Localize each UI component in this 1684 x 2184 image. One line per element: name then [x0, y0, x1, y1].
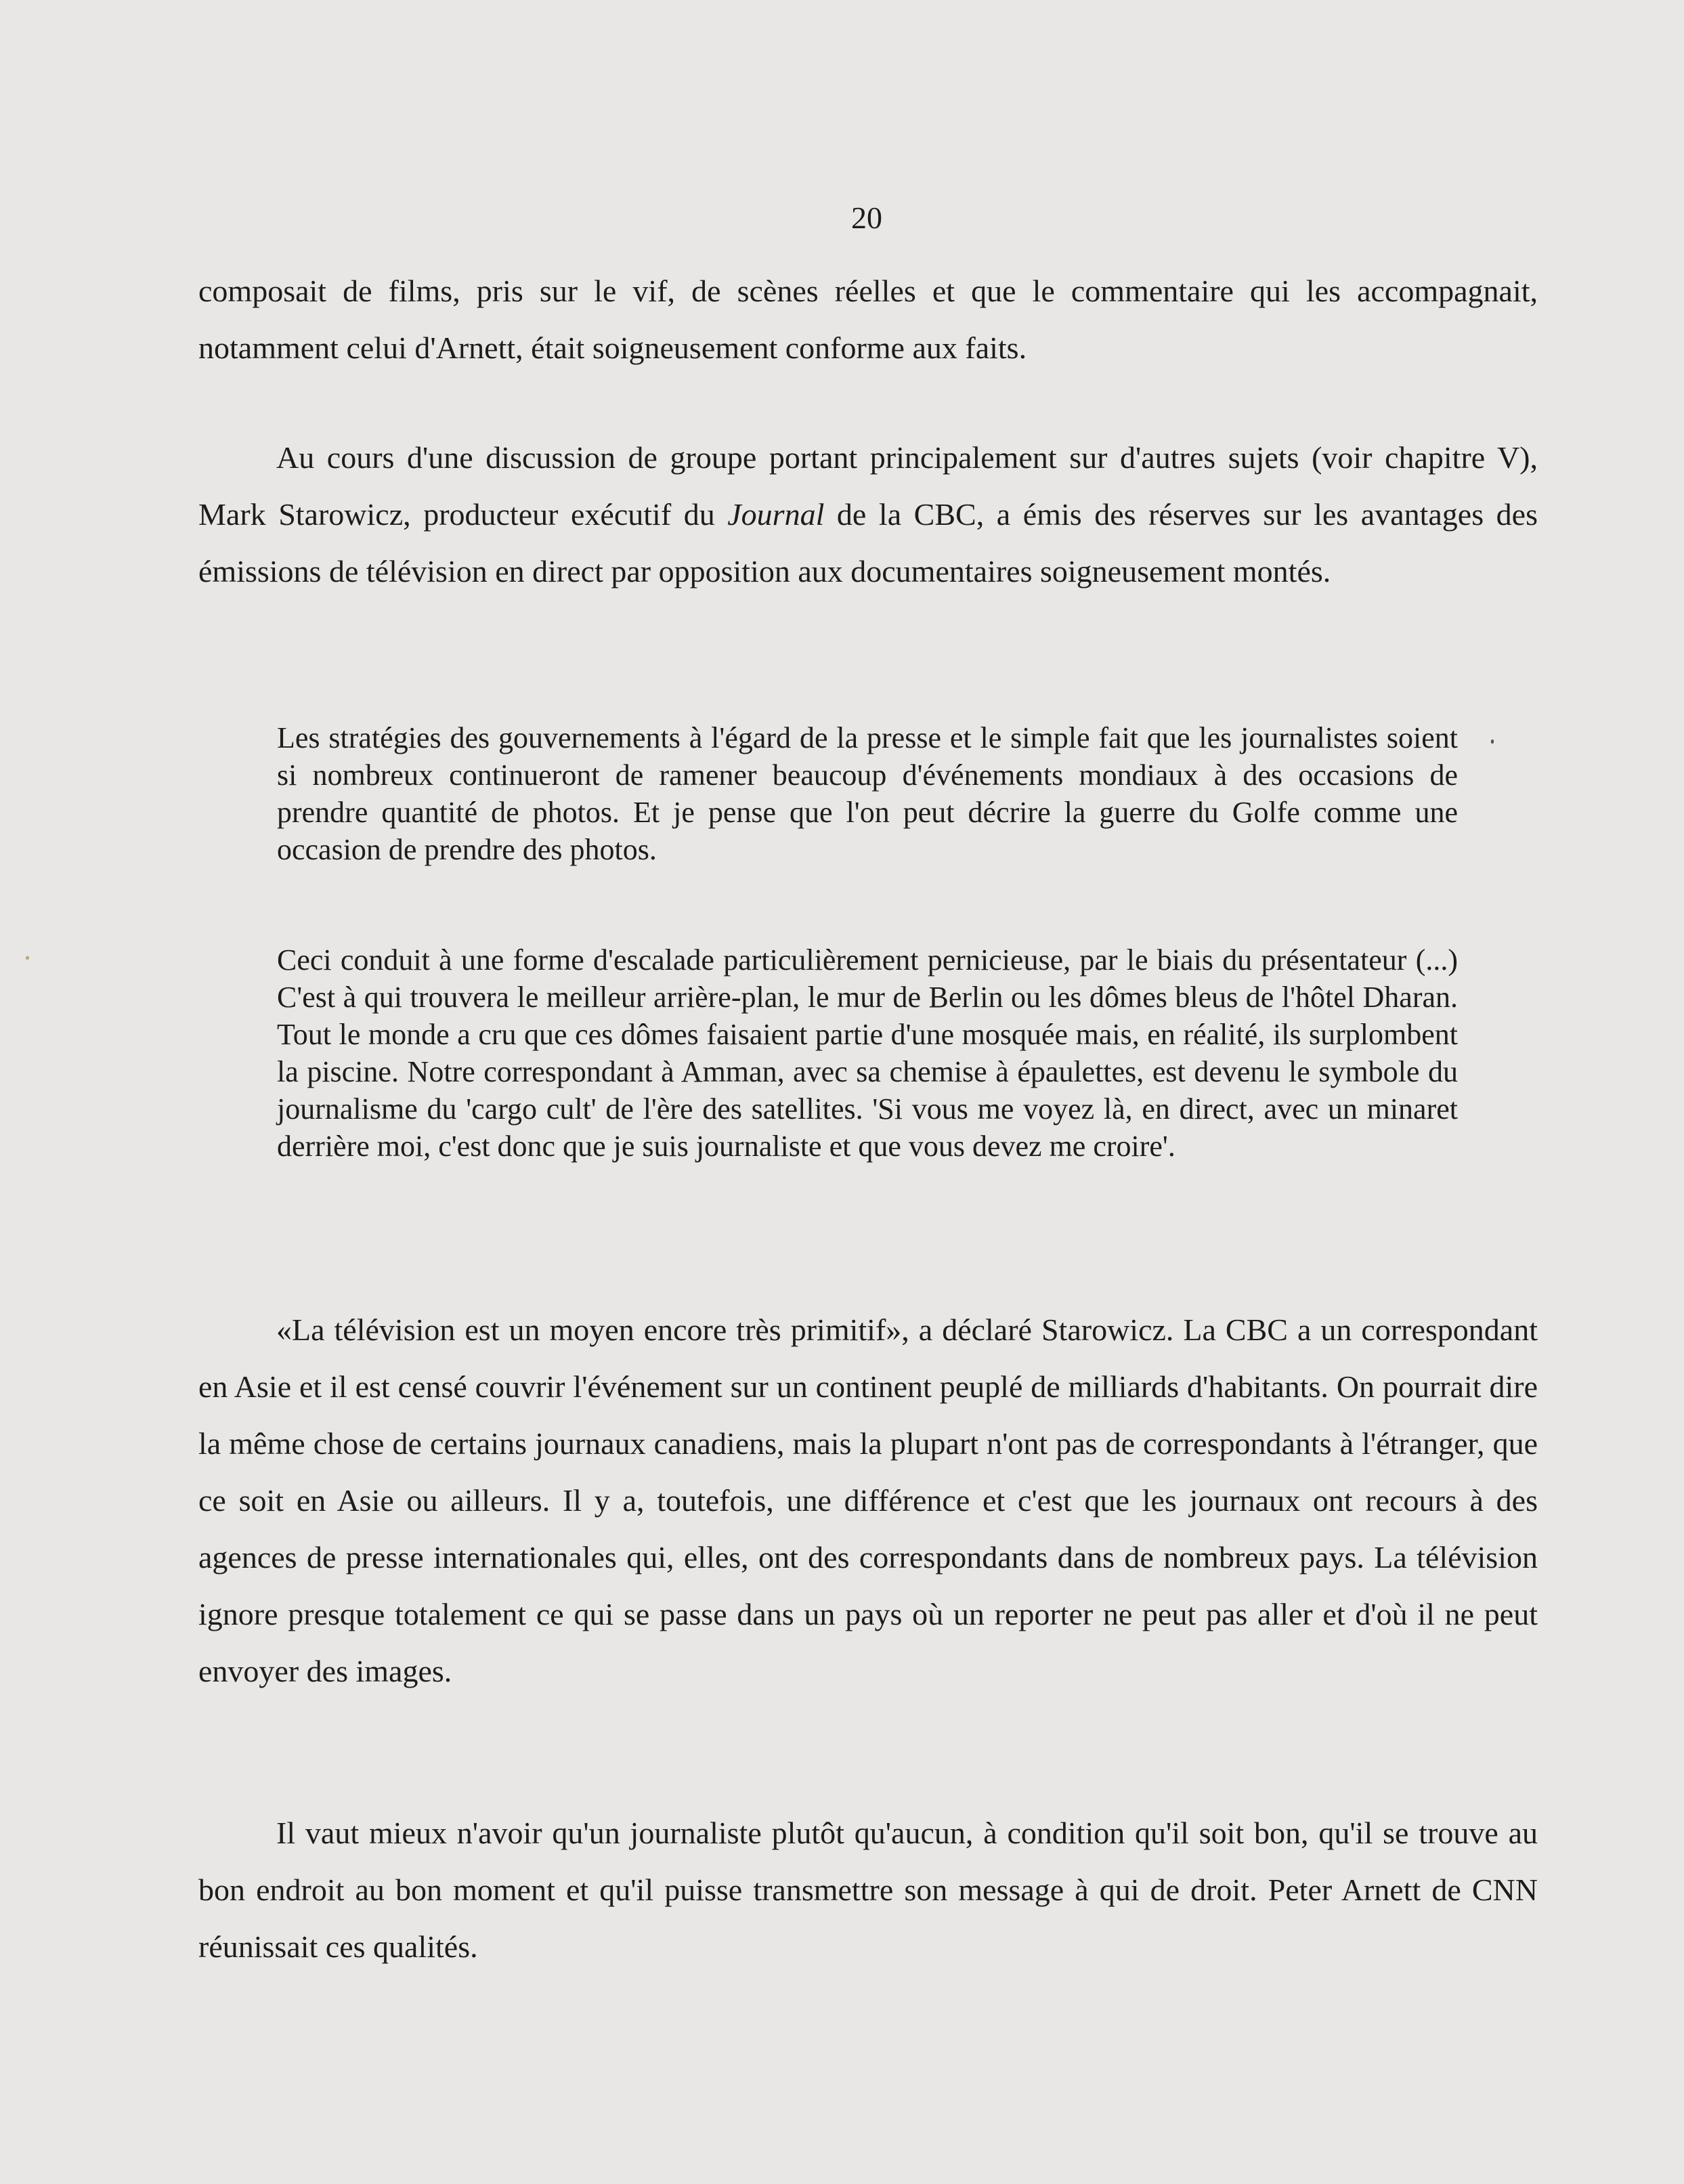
block-quote-2: Ceci conduit à une forme d'escalade particulièrement pernicieuse, par le biais du présentateur (...) C'est à qui trouvera le meilleur arrière-plan, le mur de Berlin ou les dômes bleus de l'hôtel Dharan. Tout le monde a cru que ces dômes faisaient partie d'une mosquée mais, en réalité, ils surplombent la piscine. Notre correspondant à Amman, avec sa chemise à épaulettes, est devenu le symbole du journalisme du 'cargo cult' de l'ère des satellites. 'Si vous me voyez là, en direct, avec un minaret derrière moi, c'est donc que je suis journaliste et que vous devez me croire'.: [277, 943, 1458, 1163]
paper-speck: [1491, 740, 1494, 744]
paragraph-2-text-end: de la CBC, a émis des réserves sur les avantages des émissions de télévision en direct par opposition aux documentaires soigneusement montés.: [198, 497, 1538, 588]
block-quote-1: Les stratégies des gouvernements à l'égard de la presse et le simple fait que les journalistes soient si nombreux continueront de ramener beaucoup d'événements mondiaux à des occasions de prendre quantité de photos. Et je pense que l'on peut décrire la guerre du Golfe comme une occasion de prendre des photos.: [277, 721, 1458, 866]
paper-speck: [26, 956, 29, 960]
journal-title-italic: Journal: [727, 497, 825, 532]
paragraph-3: «La télévision est un moyen encore très primitif», a déclaré Starowicz. La CBC a un correspondant en Asie et il est censé couvrir l'événement sur un continent peuplé de milliards d'habitants. On pourrait dire la même chose de certains journaux canadiens, mais la plupart n'ont pas de correspondants à l'étranger, que ce soit en Asie ou ailleurs. Il y a, toutefois, une différence et c'est que les journaux ont recours à des agences de presse internationales qui, elles, ont des correspondants dans de nombreux pays. La télévision ignore presque totalement ce qui se passe dans un pays où un reporter ne peut pas aller et d'où il ne peut envoyer des images.: [198, 1312, 1538, 1688]
page-number: 20: [851, 200, 882, 235]
paragraph-2-text-start: Au cours d'une discussion de groupe portant principalement sur d'autres sujets (voir chapitre V), Mark Starowicz, producteur exécutif du: [198, 440, 1538, 532]
paragraph-2: [198, 429, 1538, 600]
paragraph-4: Il vaut mieux n'avoir qu'un journaliste plutôt qu'aucun, à condition qu'il soit bon, qu'il se trouve au bon endroit au bon moment et qu'il puisse transmettre son message à qui de droit. Peter Arnett de CNN réunissait ces qualités.: [198, 1816, 1538, 1964]
paragraph-1: composait de films, pris sur le vif, de scènes réelles et que le commentaire qui les accompagnait, notamment celui d'Arnett, était soigneusement conforme aux faits.: [198, 274, 1538, 365]
